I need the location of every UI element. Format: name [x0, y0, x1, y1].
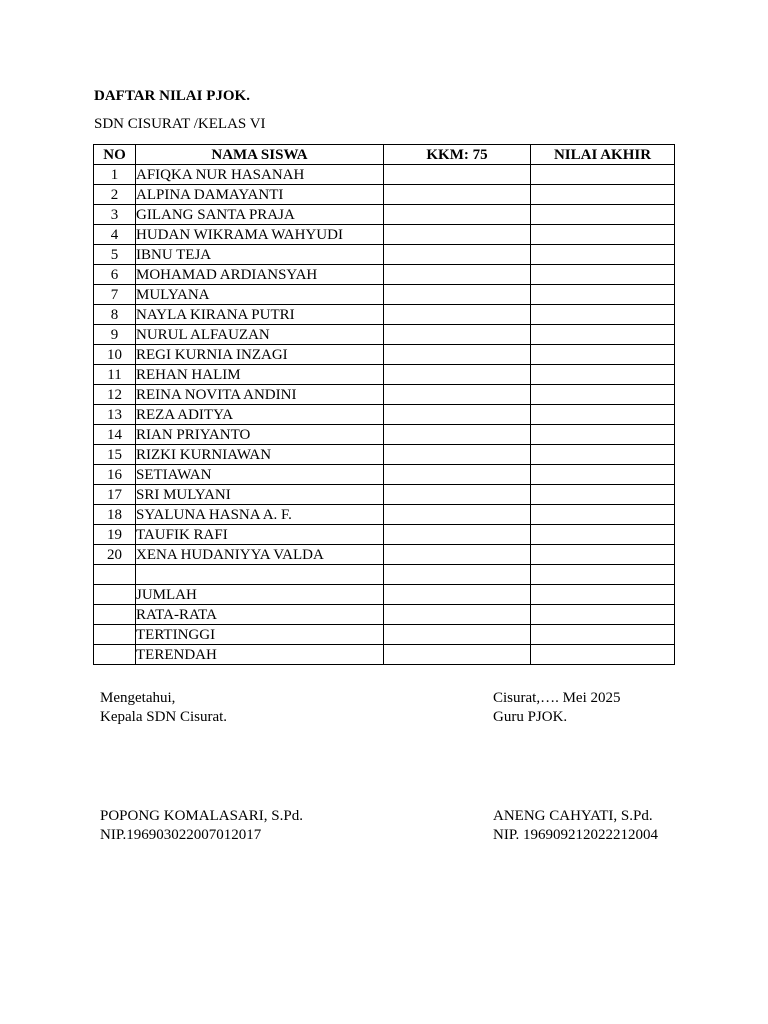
header-no: NO — [94, 145, 136, 165]
table-row — [94, 425, 675, 445]
row-number: 7 — [94, 285, 136, 305]
signature-right-nip: NIP. 196909212022212004 — [493, 827, 659, 843]
summary-label — [136, 565, 384, 585]
student-name: ALPINA DAMAYANTI — [136, 185, 384, 205]
nilai-akhir-cell — [531, 625, 675, 645]
table-row — [94, 465, 675, 485]
signature-left-nip: NIP.196903022007012017 — [100, 827, 262, 843]
kkm-cell — [384, 285, 531, 305]
summary-row — [94, 625, 675, 645]
student-name: NURUL ALFAUZAN — [136, 325, 384, 345]
summary-number-cell — [94, 625, 136, 645]
kkm-cell — [384, 365, 531, 385]
nilai-akhir-cell — [531, 285, 675, 305]
signature-left-line1: Mengetahui, — [100, 690, 176, 706]
student-name: REZA ADITYA — [136, 405, 384, 425]
kkm-cell — [384, 385, 531, 405]
table-row — [94, 325, 675, 345]
row-number: 11 — [94, 365, 136, 385]
row-number: 19 — [94, 525, 136, 545]
kkm-cell — [384, 225, 531, 245]
header-nama-siswa: NAMA SISWA — [136, 145, 384, 165]
summary-row — [94, 585, 675, 605]
table-body — [94, 165, 675, 665]
student-name: RIZKI KURNIAWAN — [136, 445, 384, 465]
row-number: 2 — [94, 185, 136, 205]
signature-right-name: ANENG CAHYATI, S.Pd. — [493, 808, 653, 824]
kkm-cell — [384, 305, 531, 325]
nilai-akhir-cell — [531, 225, 675, 245]
row-number: 3 — [94, 205, 136, 225]
nilai-akhir-cell — [531, 205, 675, 225]
nilai-akhir-cell — [531, 345, 675, 365]
student-name: HUDAN WIKRAMA WAHYUDI — [136, 225, 384, 245]
table-row — [94, 245, 675, 265]
table-row — [94, 405, 675, 425]
signature-right-header — [493, 689, 621, 727]
kkm-cell — [384, 465, 531, 485]
nilai-akhir-cell — [531, 465, 675, 485]
kkm-cell — [384, 345, 531, 365]
table-row — [94, 485, 675, 505]
summary-number-cell — [94, 645, 136, 665]
row-number: 9 — [94, 325, 136, 345]
kkm-cell — [384, 525, 531, 545]
summary-label: JUMLAH — [136, 585, 384, 605]
signature-left-name: POPONG KOMALASARI, S.Pd. — [100, 808, 303, 824]
table-row — [94, 265, 675, 285]
nilai-akhir-cell — [531, 645, 675, 665]
signature-right-footer — [493, 807, 658, 845]
nilai-akhir-cell — [531, 585, 675, 605]
student-name: REGI KURNIA INZAGI — [136, 345, 384, 365]
kkm-cell — [384, 245, 531, 265]
student-name: REHAN HALIM — [136, 365, 384, 385]
summary-row — [94, 565, 675, 585]
nilai-akhir-cell — [531, 165, 675, 185]
table-row — [94, 445, 675, 465]
table-row — [94, 365, 675, 385]
nilai-akhir-cell — [531, 265, 675, 285]
table-row — [94, 385, 675, 405]
signature-right-line2: Guru PJOK. — [493, 709, 568, 725]
row-number: 6 — [94, 265, 136, 285]
table-row — [94, 285, 675, 305]
summary-number-cell — [94, 605, 136, 625]
nilai-akhir-cell — [531, 565, 675, 585]
row-number: 5 — [94, 245, 136, 265]
table-row — [94, 205, 675, 225]
signature-left-line2: Kepala SDN Cisurat. — [100, 709, 228, 725]
row-number: 17 — [94, 485, 136, 505]
signature-left-header — [100, 689, 227, 727]
grades-table — [93, 144, 675, 665]
nilai-akhir-cell — [531, 505, 675, 525]
nilai-akhir-cell — [531, 245, 675, 265]
nilai-akhir-cell — [531, 445, 675, 465]
summary-label: TERENDAH — [136, 645, 384, 665]
table-row — [94, 165, 675, 185]
student-name: NAYLA KIRANA PUTRI — [136, 305, 384, 325]
row-number: 8 — [94, 305, 136, 325]
kkm-cell — [384, 325, 531, 345]
row-number: 20 — [94, 545, 136, 565]
nilai-akhir-cell — [531, 325, 675, 345]
header-kkm: KKM: 75 — [384, 145, 531, 165]
table-header-row — [94, 145, 675, 165]
kkm-cell — [384, 565, 531, 585]
student-name: SYALUNA HASNA A. F. — [136, 505, 384, 525]
table-row — [94, 545, 675, 565]
row-number: 12 — [94, 385, 136, 405]
summary-row — [94, 645, 675, 665]
nilai-akhir-cell — [531, 185, 675, 205]
nilai-akhir-cell — [531, 605, 675, 625]
student-name: SRI MULYANI — [136, 485, 384, 505]
header-nilai-akhir: NILAI AKHIR — [531, 145, 675, 165]
row-number: 15 — [94, 445, 136, 465]
nilai-akhir-cell — [531, 365, 675, 385]
signature-left-footer — [100, 807, 303, 845]
kkm-cell — [384, 585, 531, 605]
kkm-cell — [384, 625, 531, 645]
table-row — [94, 345, 675, 365]
student-name: MOHAMAD ARDIANSYAH — [136, 265, 384, 285]
kkm-cell — [384, 185, 531, 205]
summary-number-cell — [94, 585, 136, 605]
student-name: SETIAWAN — [136, 465, 384, 485]
nilai-akhir-cell — [531, 385, 675, 405]
kkm-cell — [384, 165, 531, 185]
row-number: 16 — [94, 465, 136, 485]
document-title: DAFTAR NILAI PJOK. — [94, 88, 250, 104]
summary-number-cell — [94, 565, 136, 585]
kkm-cell — [384, 425, 531, 445]
row-number: 1 — [94, 165, 136, 185]
student-name: XENA HUDANIYYA VALDA — [136, 545, 384, 565]
row-number: 4 — [94, 225, 136, 245]
row-number: 18 — [94, 505, 136, 525]
nilai-akhir-cell — [531, 405, 675, 425]
student-name: REINA NOVITA ANDINI — [136, 385, 384, 405]
kkm-cell — [384, 505, 531, 525]
student-name: AFIQKA NUR HASANAH — [136, 165, 384, 185]
kkm-cell — [384, 485, 531, 505]
row-number: 14 — [94, 425, 136, 445]
document-subtitle: SDN CISURAT /KELAS VI — [94, 116, 266, 132]
kkm-cell — [384, 605, 531, 625]
signature-right-line1: Cisurat,…. Mei 2025 — [493, 690, 621, 706]
nilai-akhir-cell — [531, 485, 675, 505]
table-row — [94, 225, 675, 245]
nilai-akhir-cell — [531, 525, 675, 545]
kkm-cell — [384, 645, 531, 665]
table-row — [94, 305, 675, 325]
row-number: 10 — [94, 345, 136, 365]
table-row — [94, 505, 675, 525]
kkm-cell — [384, 445, 531, 465]
student-name: MULYANA — [136, 285, 384, 305]
student-name: GILANG SANTA PRAJA — [136, 205, 384, 225]
summary-label: TERTINGGI — [136, 625, 384, 645]
row-number: 13 — [94, 405, 136, 425]
student-name: TAUFIK RAFI — [136, 525, 384, 545]
table-row — [94, 525, 675, 545]
nilai-akhir-cell — [531, 425, 675, 445]
kkm-cell — [384, 265, 531, 285]
student-name: IBNU TEJA — [136, 245, 384, 265]
kkm-cell — [384, 545, 531, 565]
nilai-akhir-cell — [531, 305, 675, 325]
table-row — [94, 185, 675, 205]
kkm-cell — [384, 405, 531, 425]
nilai-akhir-cell — [531, 545, 675, 565]
summary-row — [94, 605, 675, 625]
kkm-cell — [384, 205, 531, 225]
student-name: RIAN PRIYANTO — [136, 425, 384, 445]
summary-label: RATA-RATA — [136, 605, 384, 625]
